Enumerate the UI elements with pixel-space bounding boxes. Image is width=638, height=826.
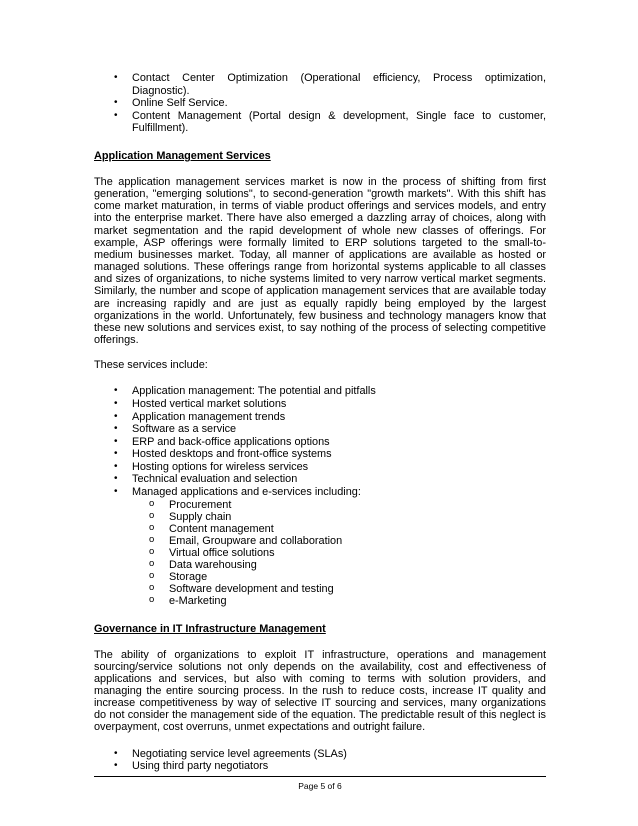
sub-list-item: o Data warehousing: [94, 559, 546, 571]
list-item: • Hosted vertical market solutions: [94, 398, 546, 411]
list-item: • Application management trends: [94, 411, 546, 424]
paragraph-governance: The ability of organizations to exploit IT infrastructure, operations and management sourcing/service solutions not only depends on the availability, cost and effectiveness of applications and services, but also with coming to terms with solution providers, and managing the entire sourcing process. In the rush to reduce costs, increase IT quality and increase competitiveness by way of selective IT sourcing and services, many organizations do not consider the management side of the equation. The predictable result of this neglect is overpayment, cost overruns, unmet expectations and outright failure.: [94, 648, 546, 734]
governance-bullet-list: [94, 748, 546, 773]
list-item: • Using third party negotiators: [94, 760, 546, 773]
section-heading-governance: Governance in IT Infrastructure Management: [94, 622, 326, 635]
services-intro: These services include:: [94, 359, 208, 372]
list-item: • ERP and back-office applications options: [94, 436, 546, 449]
top-bullet-list: [94, 72, 546, 135]
list-item: • Software as a service: [94, 423, 546, 436]
list-item: • Hosted desktops and front-office systems: [94, 448, 546, 461]
services-bullet-list: [94, 385, 546, 498]
section-heading-application-management: Application Management Services: [94, 149, 271, 162]
sub-list-item: o Supply chain: [94, 511, 546, 523]
list-item: • Negotiating service level agreements (SLAs): [94, 748, 546, 761]
managed-services-sublist: [94, 499, 546, 608]
list-item: • Hosting options for wireless services: [94, 461, 546, 474]
page-content: [94, 72, 546, 773]
list-item: • Technical evaluation and selection: [94, 473, 546, 486]
page-number: Page 5 of 6: [298, 781, 342, 791]
list-item: • Online Self Service.: [94, 97, 546, 110]
sub-list-item: o Procurement: [94, 499, 546, 511]
sub-list-item: o Content management: [94, 523, 546, 535]
sub-list-item: o Virtual office solutions: [94, 547, 546, 559]
list-item: • Content Management (Portal design & development, Single face to customer, Fulfillment).: [94, 110, 546, 135]
footer-divider: [94, 776, 546, 777]
sub-list-item: o Software development and testing: [94, 583, 546, 595]
sub-list-item: o e-Marketing: [94, 595, 546, 607]
list-item: • Application management: The potential and pitfalls: [94, 385, 546, 398]
list-item: • Contact Center Optimization (Operational efficiency, Process optimization, Diagnostic).: [94, 72, 546, 97]
sub-list-item: o Email, Groupware and collaboration: [94, 535, 546, 547]
paragraph-application-management: The application management services market is now in the process of shifting from first generation, "emerging solutions", to second-generation "growth markets". With this shift has come market maturation, in terms of viable product offerings and services models, and entry into the enterprise market. There have also emerged a dazzling array of choices, along with market segmentation and the rapid development of whole new classes of offerings. For example, ASP offerings were formally limited to ERP solutions targeted to the small-to-medium businesses market. Today, all manner of applications are available as hosted or managed solutions. These offerings range from horizontal systems applicable to all classes and sizes of organizations, to niche systems limited to very narrow vertical market segments. Similarly, the number and scope of application management services that are available today are increasing rapidly and are just as equally rapidly being employed by the largest organizations in the world. Unfortunately, few business and technology managers know that these new solutions and services exist, to say nothing of the process of selecting competitive offerings.: [94, 175, 546, 346]
sub-list-item: o Storage: [94, 571, 546, 583]
list-item: • Managed applications and e-services including:: [94, 486, 546, 499]
